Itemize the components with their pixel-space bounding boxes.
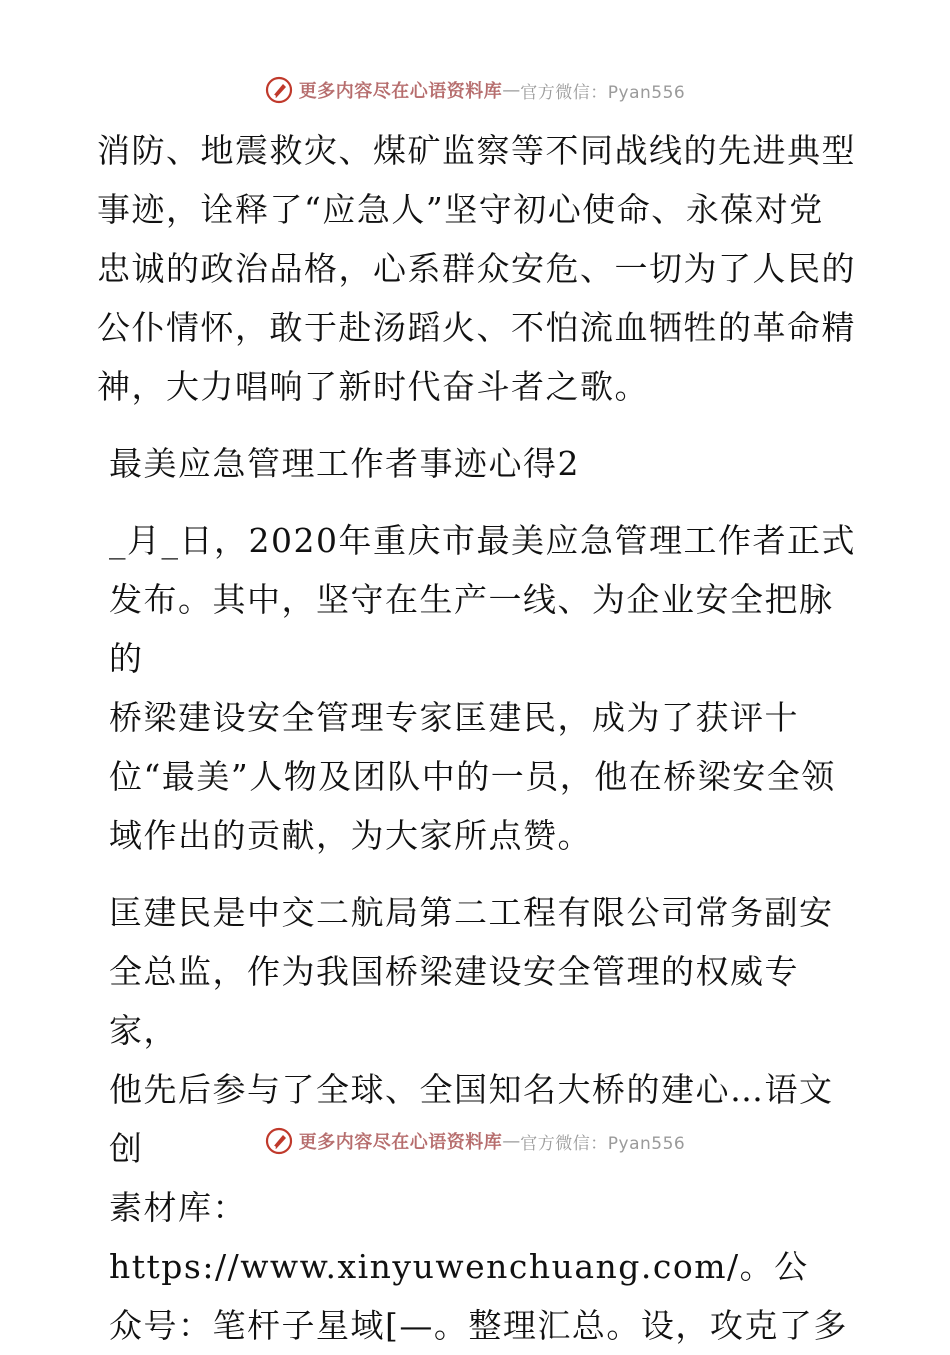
section-heading: 最美应急管理工作者事迹心得2 — [109, 444, 580, 483]
pen-nib-icon — [265, 76, 293, 104]
text-line: 事迹，诠释了“应急人”坚守初心使命、永葆对党 — [97, 190, 824, 229]
text-line: 桥梁建设安全管理专家匡建民，成为了获评十 — [109, 698, 799, 737]
document-body — [97, 121, 857, 1355]
header-separator: — — [502, 79, 521, 101]
footer-wechat: 官方微信：Pyan556 — [520, 1133, 686, 1154]
pen-nib-icon — [265, 1127, 293, 1155]
text-line: 公仆情怀，敢于赴汤蹈火、不怕流血牺牲的革命精 — [97, 308, 856, 347]
header-wechat: 官方微信：Pyan556 — [520, 82, 686, 103]
header-site-name: 更多内容尽在心语资料库 — [298, 81, 503, 102]
paragraph-1 — [97, 121, 857, 416]
footer-site-name: 更多内容尽在心语资料库 — [298, 1132, 503, 1153]
text-line: 消防、地震救灾、煤矿监察等不同战线的先进典型 — [97, 131, 856, 170]
text-line: 位“最美”人物及团队中的一员，他在桥梁安全领 — [109, 757, 836, 796]
text-line: 全总监，作为我国桥梁建设安全管理的权威专家， — [109, 952, 799, 1050]
text-line: 神，大力唱响了新时代奋斗者之歌。 — [97, 367, 649, 406]
text-line: _月_日，2020年重庆市最美应急管理工作者正式 — [109, 521, 856, 560]
text-line: 发布。其中，坚守在生产一线、为企业安全把脉的 — [109, 580, 834, 678]
text-line: 忠诚的政治品格，心系群众安危、一切为了人民的 — [97, 249, 856, 288]
paragraph-2 — [97, 511, 857, 865]
footer-watermark — [0, 1123, 950, 1159]
text-line: 众号：笔杆子星域[—。整理汇总。设，攻克了多 — [109, 1306, 848, 1345]
text-line: 域作出的贡献，为大家所点赞。 — [109, 816, 592, 855]
text-line: 匡建民是中交二航局第二工程有限公司常务副安 — [109, 893, 834, 932]
text-line: 素材库：https://www.xinyuwenchuang.com/。公 — [109, 1188, 809, 1286]
text-line: 他先后参与了全球、全国知名大桥的建心…语文创 — [109, 1070, 834, 1168]
paragraph-3 — [97, 883, 857, 1355]
footer-separator: — — [502, 1130, 521, 1152]
header-watermark — [0, 72, 950, 108]
